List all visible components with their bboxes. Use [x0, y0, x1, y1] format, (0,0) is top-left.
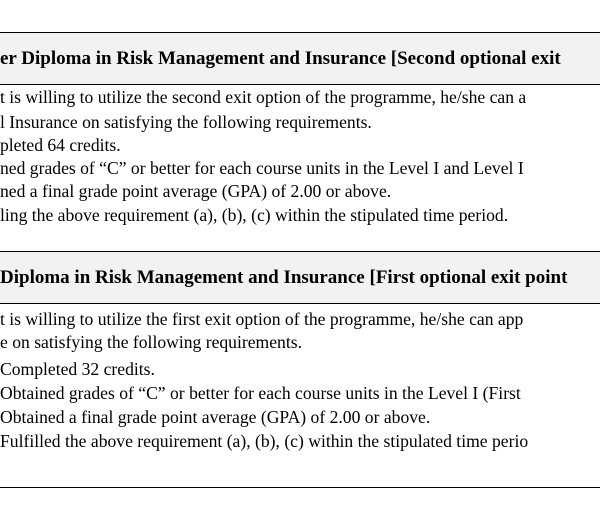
second-exit-intro-line-1: t is willing to utilize the second exit option of the programme, he/she can a	[0, 87, 527, 107]
first-exit-heading-band	[0, 252, 600, 303]
table-bottom-border	[0, 487, 600, 488]
first-exit-requirement-a: Completed 32 credits.	[0, 359, 155, 379]
first-exit-heading: Diploma in Risk Management and Insurance [First optional exit point	[0, 267, 568, 288]
second-exit-requirement-a: pleted 64 credits.	[0, 135, 121, 155]
first-exit-requirement-c: Obtained a final grade point average (GPA) of 2.00 or above.	[0, 407, 431, 427]
second-exit-heading: er Diploma in Risk Management and Insurance [Second optional exit	[0, 48, 561, 69]
first-exit-intro-line-1: t is willing to utilize the first exit option of the programme, he/she can app	[0, 309, 524, 329]
first-exit-requirement-b: Obtained grades of “C” or better for each course units in the Level I (First	[0, 383, 521, 403]
second-exit-heading-band	[0, 33, 600, 84]
second-exit-requirement-d: ling the above requirement (a), (b), (c) within the stipulated time period.	[0, 205, 509, 225]
first-exit-requirement-d: Fulfilled the above requirement (a), (b), (c) within the stipulated time perio	[0, 431, 529, 451]
heading-bottom-border	[0, 303, 600, 304]
second-exit-requirement-c: ned a final grade point average (GPA) of 2.00 or above.	[0, 181, 392, 201]
second-exit-intro-line-2: l Insurance on satisfying the following requirements.	[0, 112, 372, 132]
heading-bottom-border	[0, 84, 600, 85]
second-exit-requirement-b: ned grades of “C” or better for each course units in the Level I and Level I	[0, 158, 524, 178]
first-exit-intro-line-2: e on satisfying the following requirements.	[0, 332, 302, 352]
